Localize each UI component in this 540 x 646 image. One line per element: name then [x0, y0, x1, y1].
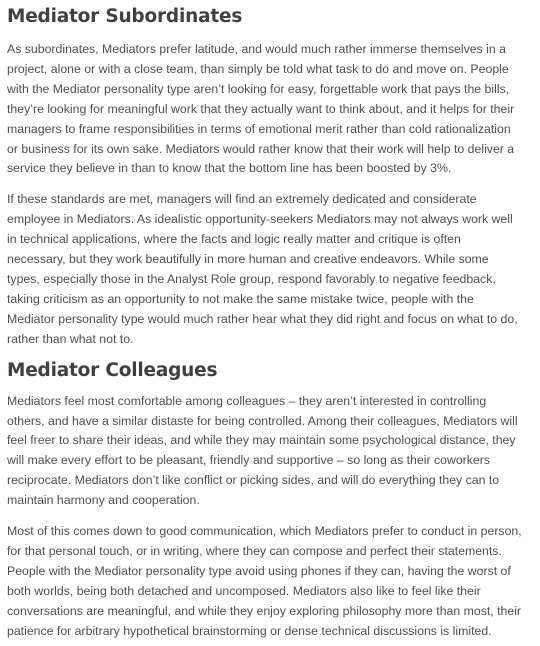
paragraph-subordinates-2: If these standards are met, managers will find an extremely dedicated and considerate employee in Mediators. As idealistic opportunity-seekers Mediators may not always work well in technical applications, where the facts and logic really matter and critique is often necessary, but they work beautifully in more human and creative endeavors. While some types, especially those in the Analyst Role group, respond favorably to negative feedback, taking criticism as an opportunity to not make the same mistake twice, people with the Mediator personality type would much rather hear what they did right and focus on what to do, rather than what not to.: [7, 192, 518, 346]
paragraph-colleagues-2: Most of this comes down to good communication, which Mediators prefer to conduct in person, for that personal touch, or in writing, where they can compose and perfect their statements. People with the Mediator personality type avoid using phones if they can, having the worst of both worlds, being both detached and uncomposed. Mediators also like to feel like their conversations are meaningful, and while they enjoy exploring philosophy more than most, their patience for arbitrary hypothetical brainstorming or dense technical discussions is limited.: [7, 524, 522, 638]
section-heading-colleagues: Mediator Colleagues: [7, 359, 218, 381]
paragraph-colleagues-1: Mediators feel most comfortable among colleagues – they aren’t interested in controlling others, and have a similar distaste for being controlled. Among their colleagues, Mediators will feel freer to share their ideas, and while they may maintain some psychological distance, they will make every effort to be pleasant, friendly and supportive – so long as their coworkers reciprocate. Mediators don’t like conflict or picking sides, and will do everything they can to maintain harmony and cooperation.: [7, 393, 518, 508]
paragraph-subordinates-1: As subordinates, Mediators prefer latitude, and would much rather immerse themselves in a project, alone or with a close team, than simply be told what task to do and move on. People with the Mediator personality type aren’t looking for easy, forgettable work that pays the bills, they’re looking for meaningful work that they actually want to think about, and it helps for their managers to frame responsibilities in terms of emotional merit rather than cold rationalization or business for its own sake. Mediators would rather know that their work will help to deliver a service they believe in than to know that the bottom line has been boosted by 3%.: [7, 42, 515, 176]
section-heading-subordinates: Mediator Subordinates: [7, 6, 243, 27]
